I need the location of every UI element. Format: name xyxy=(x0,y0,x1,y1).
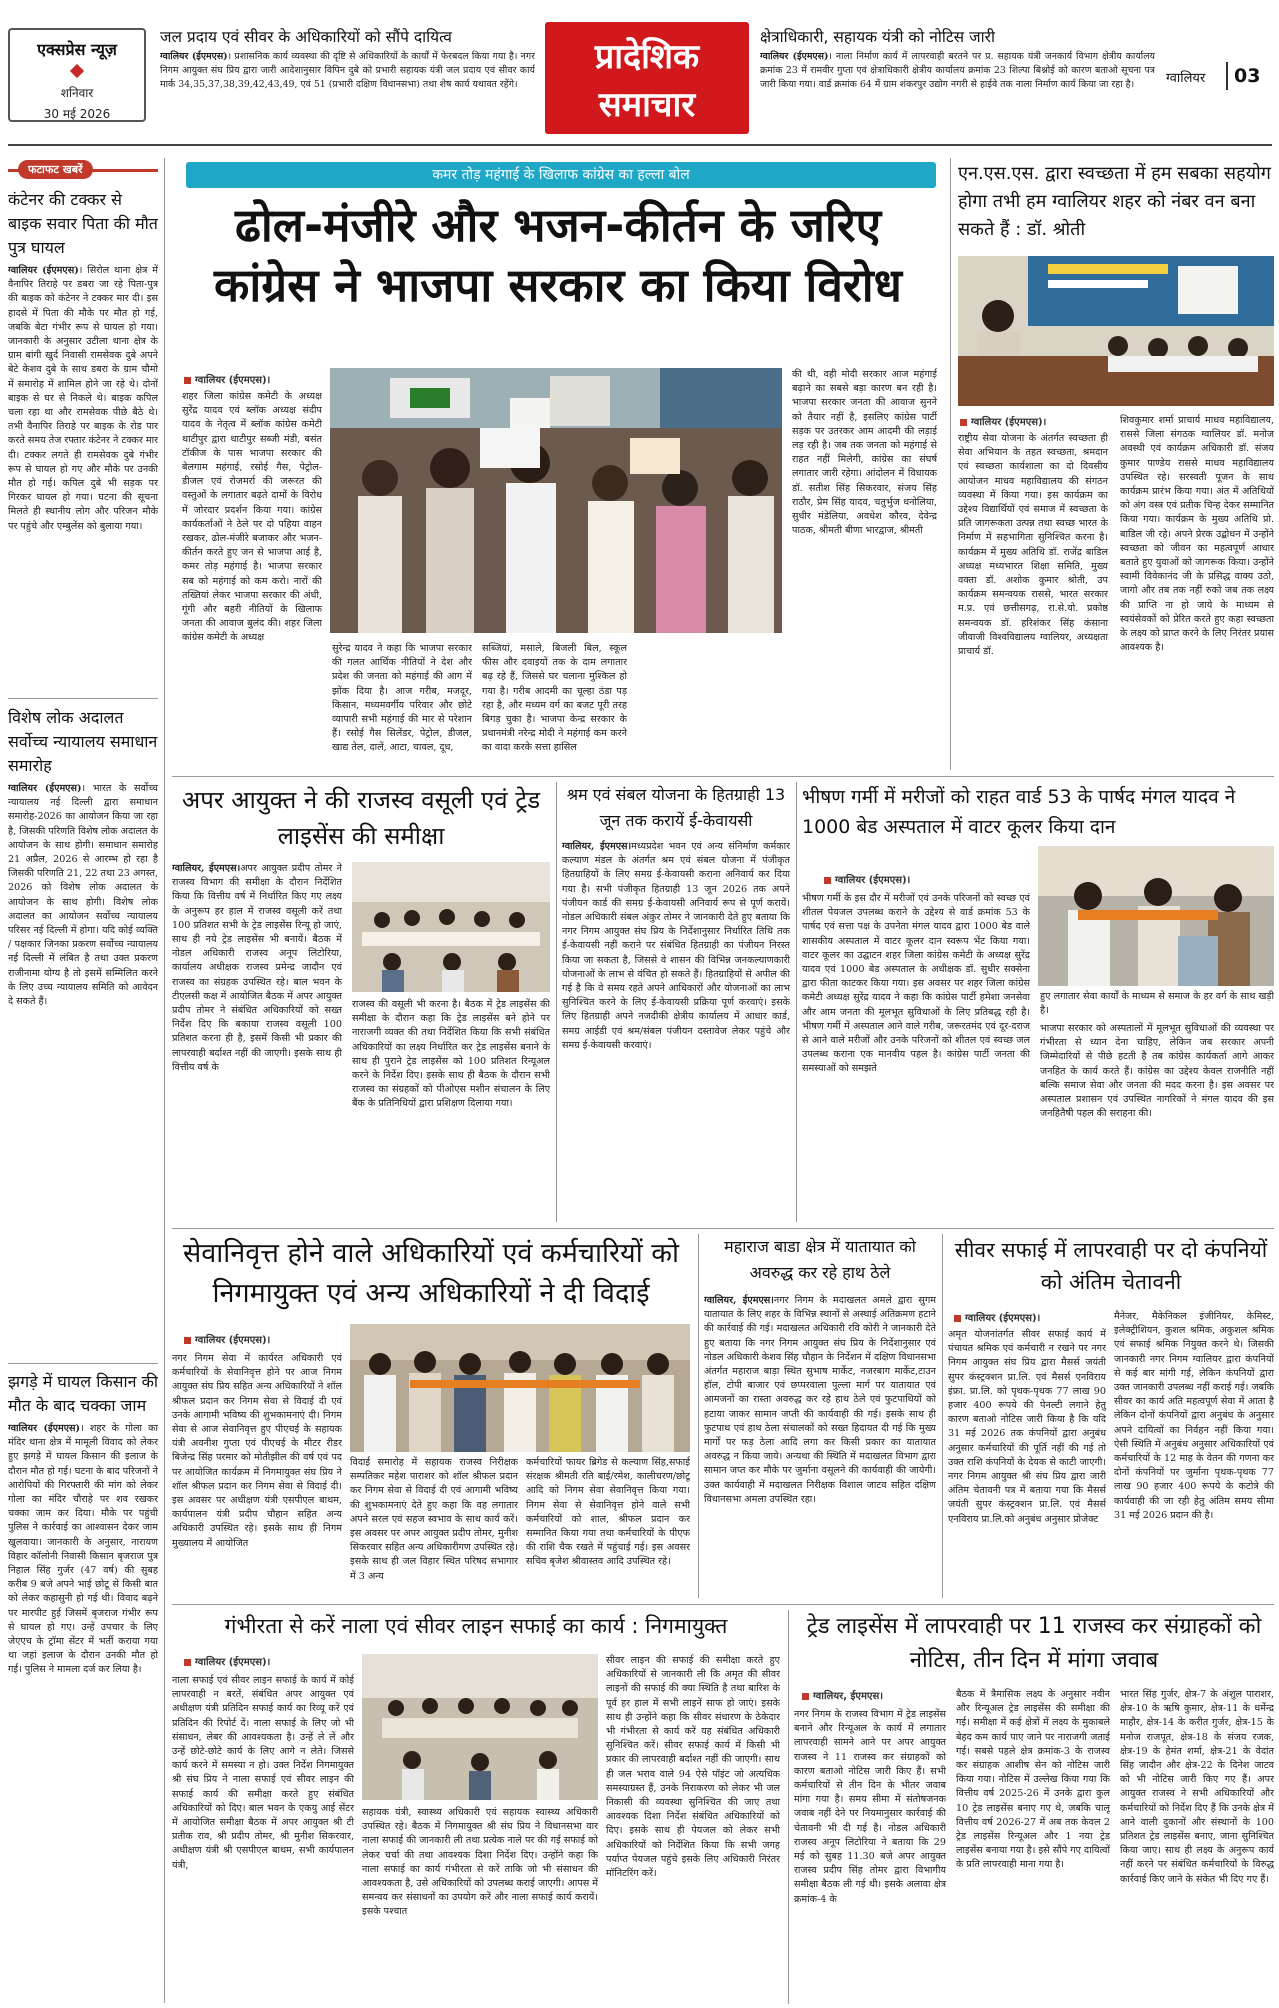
city-name: ग्वालियर xyxy=(1166,71,1206,86)
paper-badge xyxy=(8,28,146,122)
paper-name: एक्सप्रेस न्यूज़ xyxy=(37,40,117,59)
sewer-notice-story xyxy=(948,1234,1274,1598)
trade-notice-col-1: नगर निगम के राजस्व विभाग में ट्रेड लाइसेंस बनाने और रिन्यूअल के कार्य में लगातार लापरवाही सामने आने पर अपर आयुक्त राजस्व ने 11 राजस्व कर संग्राहकों को कारण बताओ नोटिस जारी किए हैं। सभी कर्मचारियों से तीन दिन के भीतर जवाब मांगा गया है। समय सीमा में संतोषजनक जवाब नहीं देने पर नियमानुसार कार्रवाई की चेतावनी भी दी गई है। नोडल अधिकारी राजस्व अनूप लिटोरिया ने बताया कि 29 मई को सुबह 11.30 बजे अपर आयुक्त राजस्व प्रदीप सिंह तोमर द्वारा विभागीय समीक्षा बैठक ली गई थी। इसके अलावा क्षेत्र क्रमांक-4 के xyxy=(794,1709,946,1905)
revenue-col-2: राजस्व की वसूली भी करना है। बैठक में ट्रेड लाइसेंस की समीक्षा के दौरान कहा कि ट्रेड लाइसेंस बने होने पर नाराजगी व्यक्त की तथा निर्देशित किया कि सभी संबंधित अधिकारियों का लक्ष्य निर्धारित कर ट्रेड लाइसेंस बनाने के साथ ही पुराने ट्रेड लाइसेंस को 100 प्रतिशत रिन्यूअल करने के निर्देश दिए। इसके साथ ही बैठक के दौरान सभी राजस्व का संग्रहकों को पीओएस मशीन संचालन के लिए बैंक के प्रतिनिधियों द्वारा प्रशिक्षण दिलाया गया। xyxy=(352,999,550,1110)
drain-meeting-photo xyxy=(362,1654,598,1800)
drain-story xyxy=(172,1610,780,2004)
revenue-meeting-photo xyxy=(352,862,550,992)
maharaj-story xyxy=(704,1234,936,1598)
maharaj-body: ग्वालियर, ईएमएस।नगर निगम के मदाखलत अमले द्वारा सुगम यातायात के लिए शहर के विभिन्न स्थानों से अस्थाई अतिक्रमण हटाने की कार्रवाई की गई। मदाखलत अधिकारी रवि कोरी ने जानकारी देते हुए बताया कि नगर निगम आयुक्त संघ प्रिय के निर्देशानुसार एवं नोडल अधिकारी केशव सिंह चौहान के निर्देशन में दक्षिण विधानसभा अंतर्गत महाराज बाड़ा स्थित सुभाष मार्केट, नजरबाग मार्केट,टाउन हॉल, टोपी बाजार एवं छप्परवाला पुल्ला मार्ग पर यातायात एवं आमजनों का रास्ता अवरुद्ध कर रहे हाथ ठेले एवं फुटपाथियों को हटाया जाकर सामान जप्ती की कार्यवाही की गई। इसके साथ ही फुटपाथ एवं हाथ ठेला संचालकों को सख्त हिदायत दी गई कि मुख्य मार्गों पर फड़ ठेला आदि लगा कर किसी प्रकार का यातायात अवरुद्ध न किया जाये। अन्यथा की स्थिति में मदाखलत विभाग द्वारा सामान जप्त कर मौके पर जुर्माना वसूलने की कार्यवाही की जायेगी। उक्त कार्यवाही में मदाखलत निरीक्षक विशाल जाटव सहित दक्षिण विधानसभा अमला उपस्थित रहा। xyxy=(704,1295,936,1505)
farewell-col-2: विदाई समारोह में सहायक राजस्व निरीक्षक सम्पतिकर महेश पाराशर को शॉल श्रीफल प्रदान कर निगम सेवा से विदाई दी एवं आगामी भविष्य की शुभकामनाएं देते हुए कहा कि वह लगातार अपने सरल एवं सहज स्वभाव के साथ कार्य करें। इस अवसर पर अपर आयुक्त प्रदीप तोमर, मुनीश सिकरवार सहित अन्य अधिकारीगण उपस्थित रहे। इसके साथ ही जल विहार स्थित परिषद सभागार में 3 अन्य xyxy=(350,1457,518,1582)
sidebar-story-1-body: ग्वालियर (ईएमएस)। सिरोल थाना क्षेत्र में वैनापिर तिराहे पर डबरा जा रहे पिता-पुत्र की बाइक को कंटेनर ने टक्कर मार दी। इस हादसे में पिता की मौके पर मौत हो गई, जबकि बेटा गंभीर रूप से घायल हो गया। जानकारी के अनुसार उटीला थाना क्षेत्र के ग्राम बांगी खुर्द निवासी रामसेवक दुबे अपने बेटे केशव दुबे के साथ डबरा के ग्राम चौमो में समारोह में शामिल होने जा रहे थे। दोनों बाइक से घर से निकले थे। बाइक कपिल चला रहा था और रामसेवक पीछे बैठे थे। तभी वैनापिर तिराहे पर बाइक के रोड पार करते समय तेज रफ्तार कंटेनर ने टक्कर मार दी। टक्कर लगते ही रामसेवक दुबे गंभीर रूप से घायल हो गए और मौके पर उनकी मौत हो गई। कपिल दुबे भी सड़क पर गिरकर घायल हो गया। घटना की सूचना मिलते ही स्थानीय लोग और परिजन मौके पर पहुंचे और एम्बुलेंस को बुलाया गया। xyxy=(8,265,158,532)
sewer-notice-col-2: मैनेजर, मैकेनिकल इंजीनियर, केमिस्ट, इलेक्ट्रीशियन, कुशल श्रमिक, अकुशल श्रमिक एवं सफाई श्रमिक नियुक्त करने थे। जिसकी जानकारी नगर निगम ग्वालियर द्वारा कंपनियों से कई बार मांगी गई, लेकिन कंपनियों द्वारा उक्त जानकारी उपलब्ध नहीं कराई गई। जबकि सीवर का कार्य अति महत्वपूर्ण सेवा में आता है लेकिन दोनों कंपनियों द्वारा अनुबंध के अनुसार अपने दायित्वों का निर्वहन नहीं किया गया। ऐसी स्थिति में अनुबंध अनुसार अधिकारियों एवं कर्मचारियों के 12 माह के वेतन की गणना कर दोनों कंपनियों पर जुर्माना पृथक-पृथक 77 लाख 90 हजार 400 रूपये के कटोत्रे की कार्यवाही की जा रही हेतु अंतिम समय सीमा 31 मई 2026 प्रदान की है। xyxy=(1114,1311,1274,1521)
lead-col-2: सुरेन्द्र यादव ने कहा कि भाजपा सरकार की गलत आर्थिक नीतियों ने देश और प्रदेश की जनता को महंगाई की आग में झोंक दिया है। आज गरीब, मजदूर, किसान, मध्यमवर्गीय परिवार और छोटे व्यापारी सभी महंगाई की मार से परेशान हैं। रसोई गैस सिलेंडर, पेट्रोल, डीजल, खाद्य तेल, दालें, आटा, चावल, दूध, xyxy=(332,643,472,754)
sidebar-story-2 xyxy=(8,706,158,1356)
protest-photo xyxy=(330,368,782,633)
lead-headline-1: ढोल-मंजीरे और भजन-कीर्तन के जरिए xyxy=(234,198,882,252)
cooler-caption: हुए लगातार सेवा कार्यों के माध्यम से समाज के हर वर्ग के साथ खड़ी है। xyxy=(1040,991,1274,1017)
row1-bottom-rule xyxy=(172,776,1274,777)
revenue-story xyxy=(172,782,550,1222)
trade-notice-headline: ट्रेड लाइसेंस में लापरवाही पर 11 राजस्व कर संग्राहकों को नोटिस, तीन दिन में मांगा जवाब xyxy=(806,1614,1262,1673)
lead-col-4: की थी, वही मोदी सरकार आज महंगाई बढ़ाने का सबसे बड़ा कारण बन रही है। भाजपा सरकार जनता की आवाज सुनने को तैयार नहीं है, इसलिए कांग्रेस पार्टी सड़क पर उतरकर आम आदमी की लड़ाई लड़ रही है। जब तक जनता को महंगाई से राहत नहीं मिलेगी, कांग्रेस का संघर्ष लगातार जारी रहेगा। आंदोलन में विधायक डॉ. सतीश सिंह सिकरवार, संजय सिंह राठौर, प्रेम सिंह यादव, चतुर्भुज धनोलिया, सुधीर मंडेलिया, अवधेश कौरव, देवेन्द्र पाठक, श्रीमती बीणा भारद्वाज, श्रीमती xyxy=(792,369,937,537)
masthead-left-headline: जल प्रदाय एवं सीवर के अधिकारियों को सौंपे दायित्व xyxy=(160,28,452,46)
sidebar-story-2-body: ग्वालियर (ईएमएस)। भारत के सर्वोच्च न्यायालय नई दिल्ली द्वारा समाधान समारोह-2026 का आयोजन किया जा रहा है, जिसकी परिणति विशेष लोक अदालत के आयोजन के साथ होगी। समाधान समारोह 21 अप्रैल, 2026 से आरम्भ हो रहा है जिसकी परिणति 21, 22 तथा 23 अगस्त, 2026 को विशेष लोक अदालत के आयोजन के साथ होगी। विशेष लोक अदालत का आयोजन सर्वोच्च न्यायालय परिसर नई दिल्ली में होगा। यदि कोई व्यक्ति / पक्षकार जिनका प्रकरण सर्वोच्च न्यायालय नई दिल्ली में लंबित है तथा उक्त प्रकरण राजीनामा योग्य है तो इसमें सम्मिलित करने के लिए उच्च न्यायालय समिति को आवेदन दे सकते हैं। xyxy=(8,783,158,1008)
sidebar-story-1 xyxy=(8,188,158,688)
masthead xyxy=(0,0,1279,146)
lead-right-rule xyxy=(950,158,951,770)
cooler-headline: भीषण गर्मी में मरीजों को राहत वार्ड 53 के पार्षद मंगल यादव ने 1000 बेड अस्पताल में वाटर कूलर किया दान xyxy=(802,786,1236,838)
sewer-notice-byline: ग्वालियर (ईएमएस)। xyxy=(954,1310,1104,1324)
farewell-headline: सेवानिवृत्त होने वाले अधिकारियों एवं कर्मचारियों को निगमायुक्त एवं अन्य अधिकारियों ने दी विदाई xyxy=(182,1238,680,1309)
byline-dot-icon xyxy=(184,1337,191,1344)
maharaj-headline: महाराज बाडा क्षेत्र में यातायात को अवरुद्ध कर रहे हाथ ठेले xyxy=(724,1237,916,1282)
trade-notice-story xyxy=(794,1610,1274,2004)
labour-body: ग्वालियर, ईएमएस।मध्यप्रदेश भवन एवं अन्य संनिर्माण कर्मकार कल्याण मंडल के अंतर्गत श्रम एवं संबल योजना में पंजीकृत हितग्राहियों के लिए समग्र ई-केवायसी कराना अनिवार्य कर दिया गया है। सभी पंजीकृत हितग्राही 13 जून 2026 तक अपने पंजीयन कार्ड की समग्र ई-केवायसी अनिवार्य रूप से पूर्ण करायें। नोडल अधिकारी संबल अंकुर तोमर ने जानकारी देते हुए बताया कि नगर निगम आयुक्त संघ प्रिय के निर्देशानुसार निर्धारित तिथि तक ई-केवायसी नहीं कराने पर संबंधित हितग्राही का पंजीयन निरस्त किया जा सकता है, जिससे वे शासन की विभिन्न जनकल्याणकारी योजनाओं के लाभ से वंचित हो सकते हैं। हितग्राहियों से अपील की गई है कि वे समय रहते अपने आधिकारों और योजनाओं का लाभ सुनिश्चित करने के लिए ई-केवायसी प्रक्रिया पूर्ण करवाएं। इसके लिए हितग्राही अपने नजदीकी क्षेत्रीय कार्यालय में आधार कार्ड, समग्र आईडी एवं श्रम/संबल पंजीयन दस्तावेज लेकर पहुंचे और समग्र ई-केवायसी करवाएं। xyxy=(562,841,790,1051)
farewell-col-1: नगर निगम सेवा में कार्यरत अधिकारी एवं कर्मचारियों के सेवानिवृत्त होने पर आज निगम आयुक्त संघ प्रिय सहित अन्य अधिकारियों ने शॉल श्रीफल प्रदान कर निगम सेवा से विदाई दी एवं उनके आगामी भविष्य की शुभकामनाएं दी। निगम सेवा से आज सेवानिवृत्त हुए पीएचई के सहायक यंत्री अवनीश गुप्ता एवं पीएचई के मीटर रीडर बिजेन्द्र सिंह परमार को मोतीझील की वर्ष एवं पद पर आयोजित कार्यक्रम में निगमायुक्त संघ प्रिय ने शॉल श्रीफल प्रदान कर निगम सेवा से विदाई दी। इस अवसर पर अधीक्षण यंत्री एसपीएल बाथम, कार्यपालन यंत्री प्रदीप चौहान सहित अन्य अधिकारी उपस्थित रहे। इसके साथ ही निगम मुख्यालय में आयोजित xyxy=(172,1353,342,1549)
nss-col-1: राष्ट्रीय सेवा योजना के अंतर्गत स्वच्छता ही सेवा अभियान के तहत स्वच्छता, श्रमदान एवं स्वच्छता कार्यशाला का दो दिवसीय आयोजन माधव महाविद्यालय की संगठन व्यवस्था में किया गया। इस कार्यक्रम का उद्देश्य विद्यार्थियों एवं समाज में स्वच्छता के प्रति जागरूकता उत्पन्न तथा स्वच्छ भारत के निर्माण में सहभागिता सुनिश्चित करना है। कार्यक्रम में मुख्य अतिथि डॉ. राजेंद्र बाडिल अध्यक्ष मध्यभारत शिक्षा समिति, मुख्य वक्ता डॉ. अशोक कुमार श्रोती, उप कार्यक्रम समन्वयक राससे, भारत सरकार म.प्र. एवं छत्तीसगढ़, रा.से.यो. प्रकोष्ठ समन्वयक डॉ. हरिशंकर सिंह कंसाना जीवाजी विश्वविद्यालय ग्वालियर, अध्यक्षता प्राचार्य डॉ. xyxy=(958,433,1108,658)
labour-headline: श्रम एवं संबल योजना के हितग्राही 13 जून तक करायें ई-केवायसी xyxy=(566,785,786,830)
lead-col-1: शहर जिला कांग्रेस कमेटी के अध्यक्ष सुरेंद्र यादव एवं ब्लॉक अध्यक्ष संदीप यादव के नेतृत्व में ब्लॉक कांग्रेस कमेटी थाटीपुर द्वारा थाटीपुर सब्जी मंडी, बसंत टॉकीज के पास भाजपा सरकार की बेलगाम महंगाई, रसोई गैस, पेट्रोल-डीजल एवं रोजमर्रा की जरूरत की वस्तुओं के लगातार बढ़ते दामों के विरोध में जोरदार प्रदर्शन किया गया। कांग्रेस कार्यकर्ताओं ने ठेले पर दो पहिया वाहन रखकर, ढोल-मंजीरे बजाकर और भजन-कीर्तन करते हुए जन से भाजपा आई है, कमर तोड़ महंगाई है। भाजपा सरकार सब को महंगाई को कम करो। नारों की तख्तियां लेकर भाजपा सरकार की अंधी, गूंगी और बहरी नीतियों के खिलाफ जनता की आवाज बुलंद की। शहर जिला कांग्रेस कमेटी के अध्यक्ष xyxy=(182,391,322,644)
nss-headline: एन.एस.एस. द्वारा स्वच्छता में हम सबका सहयोग होगा तभी हम ग्वालियर शहर को नंबर वन बना सकते हैं : डॉ. श्रोती xyxy=(958,163,1271,240)
cooler-photo xyxy=(1038,846,1274,986)
lead-col-3: सब्जियां, मसाले, बिजली बिल, स्कूल फीस और दवाइयों तक के दाम लगातार बढ़ रहे हैं, जिससे घर चलाना मुश्किल हो गया है। गरीब आदमी का चूल्हा ठंडा पड़ रहा है, और मध्यम वर्ग का बजट पूरी तरह बिगड़ चुका है। भाजपा केन्द्र सरकार के प्रधानमंत्री नरेन्द्र मोदी ने महंगाई कम करने का वादा करके सत्ता हासिल xyxy=(482,643,627,754)
byline-dot-icon xyxy=(184,1659,191,1666)
row3-bottom-rule xyxy=(172,1604,1274,1605)
sidebar-story-1-headline: कंटेनर की टक्कर से बाइक सवार पिता की मौत पुत्र घायल xyxy=(8,190,158,257)
sidebar-story-2-headline: विशेष लोक अदालत सर्वोच्च न्यायालय समाधान समारोह xyxy=(8,708,158,775)
section-title-line1: प्रादेशिक xyxy=(594,37,700,77)
cooler-col-2: भाजपा सरकार को अस्पतालों में मूलभूत सुविधाओं की व्यवस्था पर गंभीरता से ध्यान देना चाहिए, लेकिन जब सरकार अपनी जिम्मेदारियों से पीछे हटती है तब कांग्रेस कार्यकर्ता आगे आकर जनहित के कार्य करते हैं। कांग्रेस का उद्देश्य केवल राजनीति नहीं बल्कि समाज सेवा और जनता की मदद करना है। इस अवसर पर अस्पताल प्रशासन एवं उपस्थित नागरिकों ने मंगल यादव की इस जनहितैषी पहल की सराहना की। xyxy=(1040,1023,1274,1120)
section-title-block xyxy=(545,22,749,134)
paper-diamond-icon xyxy=(70,64,84,78)
sewer-notice-col-1: अमृत योजनांतर्गत सीवर सफाई कार्य में पंचायत श्रमिक एवं कर्मचारी न रखने पर नगर निगम आयुक्त संघ प्रिय द्वारा मैसर्स जयंती सुपर कंस्ट्रक्शन प्रा.लि. एवं मैसर्स एनविराय इंफ्रा. प्रा.लि. को पृथक-पृथक 77 लाख 90 हजार 400 रूपये की पेनल्टी लगाने हेतु कारण बताओ नोटिस जारी किया है कि यदि 31 मई 2026 तक कंपनियों द्वारा अनुबंध अनुसार कर्मचारियों की पूर्ति नहीं की गई तो उक्त राशि कंपनियों के देयक से काटी जाएगी। नगर निगम आयुक्त श्री संघ प्रिय द्वारा जारी अंतिम चेतावनी पत्र में बताया गया कि मैसर्स जयंती सुपर कंस्ट्रक्शन प्रा.लि. एवं मैसर्स एनविराय प्रा.लि.को अनुबंध अनुसार प्रोजेक्ट xyxy=(948,1329,1106,1525)
trade-notice-col-3: भारत सिंह गुर्जर, क्षेत्र-7 के अंशुल पाराशर, क्षेत्र-10 के ऋषि कुमार, क्षेत्र-11 के धर्मेन्द्र माहौर, क्षेत्र-14 के करीत गुर्जर, क्षेत्र-15 के मनोज राजपूत, क्षेत्र-18 के संजय रजक, क्षेत्र-19 के हेमंत शर्मा, क्षेत्र-21 के वेदांत सिंह जादौन और क्षेत्र-22 के दिनेश जाटव को भी नोटिस जारी किए गए हैं। अपर आयुक्त राजस्व ने सभी अधिकारियों और कर्मचारियों को निर्देश दिए हैं कि उनके क्षेत्र में आने वाली दुकानों और संस्थानों के 100 प्रतिशत ट्रेड लाइसेंस बनाए, जाना सुनिश्चित किया जाए। साथ ही लक्ष्य के अनुरूप कार्य नहीं करने पर संबंधित कर्मचारियों के विरुद्ध कार्रवाई किए जाने के संकेत भी दिए गए हैं। xyxy=(1120,1689,1274,1885)
sidebar-divider-2 xyxy=(8,1363,158,1364)
lead-story xyxy=(172,158,944,770)
lead-kicker xyxy=(186,162,936,188)
page-number: 03 xyxy=(1234,65,1261,87)
byline-dot-icon xyxy=(954,1315,961,1322)
section-title-line2: समाचार xyxy=(598,85,696,125)
revenue-col-1: ग्वालियर, ईएमएस।अपर आयुक्त प्रदीप तोमर ने राजस्व विभाग की समीक्षा के दौरान निर्देशित किया कि वित्तीय वर्ष में निर्धारित किए गए लक्ष्य के अनुरूप हर हाल में राजस्व वसूली करें तथा 100 प्रतिशत सभी के ट्रेड लाइसेंस रिन्यू हो जाएं, साथ ही नये ट्रेड लाइसेंस भी बनायें। बैठक में नोडल अधिकारी राजस्व अनूप लिटोरिया, कार्यालय अधीक्षक राजस्व प्रमेन्द्र जादौन एवं राजस्व का संग्रहक उपस्थित रहे। बाल भवन के टीएलसी कक्ष में आयोजित बैठक में अपर आयुक्त प्रदीप तोमर ने संबंधित अधिकारियों को सख्त निर्देश दिए कि बकाया राजस्व वसूली 100 प्रतिशत करना ही है, इसमें किसी भी प्रकार की लापरवाही बर्दाश्त नहीं की जाएगी। इसके साथ ही वित्तीय वर्ष के xyxy=(172,863,342,1073)
sidebar-divider-1 xyxy=(8,698,158,699)
masthead-right-headline: क्षेत्राधिकारी, सहायक यंत्री को नोटिस जारी xyxy=(760,28,995,46)
drain-right-rule xyxy=(788,1610,789,2004)
sidebar-story-3 xyxy=(8,1370,158,2000)
page-divider xyxy=(1226,62,1228,90)
lead-headline-2: कांग्रेस ने भाजपा सरकार का किया विरोध xyxy=(214,258,902,312)
masthead-left-body: ग्वालियर (ईएमएस)। प्रशासनिक कार्य व्यवस्था की दृष्टि से अधिकारियों के कार्यों में फेरबदल किया गया है। नगर निगम आयुक्त संघ प्रिय द्वारा जारी आदेशानुसार विपिन दुबे को प्रभारी सहायक यंत्री जल प्रदाय एवं सीवर कार्य मार्क 34,35,37,38,39,42,43,49, एवं 51 (प्रभारी दक्षिण विधानसभा) तथा शेष कार्य यथावत रहेंगे। xyxy=(160,51,535,91)
drain-col-2: सहायक यंत्री, स्वास्थ्य अधिकारी एवं सहायक स्वास्थ्य अधिकारी उपस्थित रहे। बैठक में निगमायुक्त श्री संघ प्रिय ने विधानसभा वार नाला सफाई की जानकारी ली तथा प्रत्येक नाले पर की गई सफाई को लेकर चर्चा की तथा आवश्यक दिशा निर्देश दिए। उन्होंने कहा कि नाला सफाई का कार्य गंभीरता से करें ताकि जो भी संसाधन की आवश्यकता है, उसे अधिकारियों को उपलब्ध कराई जाएगी। आपस में समन्वय कर संसाधनों का उपयोग करें और नाला सफाई कार्य करायें। इसके पश्चात xyxy=(362,1807,598,1918)
trade-notice-byline: ग्वालियर, ईएमएस। xyxy=(802,1688,952,1702)
labour-story xyxy=(562,782,790,1222)
sidebar-story-3-headline: झगड़े में घायल किसान की मौत के बाद चक्का जाम xyxy=(8,1372,158,1415)
nss-col-2: शिवकुमार शर्मा प्राचार्य माधव महाविद्यालय, राससे जिला संगठक ग्वालियर डॉ. मनोज अवस्थी एवं कार्यक्रम अधिकारी डॉ. संजय कुमार पाण्डेय राससे माधव महाविद्यालय उपस्थित रहे। सरस्वती पूजन के साथ कार्यक्रम प्रारंभ किया गया। अंत में अतिथियों को अंग वस्त्र एवं प्रतीक चिन्ह देकर सम्मानित किया गया। कार्यक्रम के मुख्य अतिथि प्रो. बाडिल जी रहे। अपने प्रेरक उद्बोधन में उन्होंने स्वच्छता को जीवन का महत्वपूर्ण आधार बताते हुए युवाओं को जागरूक किया। उन्होंने स्वामी विवेकानंद जी के प्रसिद्ध वाक्य उठो, जागो और तब तक नहीं रुको जब तक लक्ष्य की प्राप्ति ना हो जाये के माध्यम से स्वयंसेवकों को प्रेरित करते हुए कहा स्वच्छता के लक्ष्य को प्राप्त करने के लिए निरंतर प्रयास आवश्यक है। xyxy=(1120,415,1274,654)
cooler-story xyxy=(802,782,1274,1222)
masthead-bottom-rule xyxy=(8,144,1272,146)
farewell-right-rule xyxy=(698,1234,699,1598)
lead-kicker-text: कमर तोड़ महंगाई के खिलाफ कांग्रेस का हल्ला बोल xyxy=(432,167,690,183)
sidebar-label-text: फटाफट खबरें xyxy=(18,160,93,179)
masthead-right-body: ग्वालियर (ईएमएस)। नाला निर्माण कार्य में लापरवाही बरतने पर प्र. सहायक यंत्री जनकार्य विभाग क्षेत्रीय कार्यालय क्रमांक 23 में रामवीर गुप्ता एवं क्षेत्राधिकारी क्षेत्रीय कार्यालय क्रमांक 23 शिल्पा बिश्नोई को कारण बताओ सूचना पत्र जारी किया गया। वार्ड क्रमांक 64 में ग्राम शंकरपुर उद्योग नगरी से हाईवे तक नाला निर्माण कार्य किया जा रहा है। xyxy=(760,51,1155,91)
byline-dot-icon xyxy=(960,419,967,426)
revenue-right-rule xyxy=(556,782,557,1222)
masthead-left-story xyxy=(160,28,535,128)
drain-headline: गंभीरता से करें नाला एवं सीवर लाइन सफाई का कार्य : निगमायुक्त xyxy=(224,1614,728,1638)
byline-dot-icon xyxy=(824,877,831,884)
city-page-box xyxy=(1166,60,1274,92)
sidebar-story-3-body: ग्वालियर (ईएमएस)। शहर के गोला का मंदिर थाना क्षेत्र में मामूली विवाद को लेकर हुए झगड़े में घायल किसान की इलाज के दौरान मौत हो गई। घटना के बाद परिजनों ने आरोपियों की गिरफ्तारी की मांग को लेकर गोला का मंदिर चौराहे पर शव रखकर चक्का जाम कर दिया। मौके पर पहुंची पुलिस ने कार्रवाई का आश्वासन देकर जाम खुलवाया। जानकारी के अनुसार, नारायण विहार कॉलोनी निवासी किसान बृजराज पुत्र निहाल सिंह गुर्जर (47 वर्ष) की सुबह करीब 9 बजे अपने भाई छोटू से किसी बात को लेकर कहासुनी हो गई थी। विवाद बढ़ने पर मारपीट हुई जिसमें बृजराज गंभीर रूप से घायल हो गए। उन्हें उपचार के लिए जेएएच के ट्रॉमा सेंटर में भर्ती कराया गया था जहां इलाज के दौरान उनकी मौत हो गई। पुलिस ने मामला दर्ज कर लिया है। xyxy=(8,1423,158,1676)
sidebar-vertical-rule xyxy=(164,158,165,2003)
labour-right-rule xyxy=(796,782,797,1222)
farewell-photo xyxy=(350,1324,690,1452)
drain-col-3: सीवर लाइन की सफाई की समीक्षा करते हुए अधिकारियों से जानकारी ली कि अमृत की सीवर लाइनों की सफाई की क्या स्थिति है तथा बारिश के पूर्व हर हाल में सभी लाइनें साफ हो जाएं। इसके साथ ही उन्होंने कहा कि सीवर संधारण के ठेकेदार भी गंभीरता से कार्य करें यह संबंधित अधिकारी सुनिश्चित करें। सीवर सफाई कार्य में किसी भी प्रकार की लापरवाही बर्दाश्त नहीं की जाएगी। साथ ही जल भराव वाले 94 ऐसे पॉइंट जो अत्यधिक समस्याग्रस्त हैं, उनके निराकरण को लेकर भी जल निकासी की व्यवस्था सुनिश्चित की जाए तथा आवश्यक दिशा निर्देश संबंधित अधिकारियों को दिए। इसके साथ ही पेयजल को लेकर सभी अधिकारियों को निर्देशित किया कि सभी जगह पर्याप्त पेयजल पहुंचे इसके लिए अधिकारी निरंतर मॉनिटरिंग करें। xyxy=(606,1655,780,1880)
masthead-right-story xyxy=(760,28,1155,128)
farewell-col-3: कर्मचारियों फायर ब्रिगेड से कल्याण सिंह,सफाई संरक्षक श्रीमती रति बाई/रमेश, कालीचरण/छोटू आदि को निगम सेवा सेवानिवृत्त किया गया। निगम सेवा से सेवानिवृत्त होने वाले सभी कर्मचारियों को शाल, श्रीफल प्रदान कर सम्मानित किया गया तथा कर्मचारियों के पीएफ की राशि चैक रखते में पहुंचाई गई। इस अवसर सचिव बृजेश श्रीवास्तव आदि उपस्थित रहे। xyxy=(526,1457,690,1568)
nss-event-photo xyxy=(958,256,1274,406)
cooler-byline: ग्वालियर (ईएमएस)। xyxy=(824,872,974,886)
drain-byline: ग्वालियर (ईएमएस)। xyxy=(184,1654,334,1668)
lead-byline: ग्वालियर (ईएमएस)। xyxy=(184,372,314,386)
byline-dot-icon xyxy=(184,377,191,384)
lead-col-4-a xyxy=(637,642,782,762)
sewer-notice-headline: सीवर सफाई में लापरवाही पर दो कंपनियों को अंतिम चेतावनी xyxy=(954,1238,1268,1294)
trade-notice-col-2: बैठक में त्रैमासिक लक्ष्य के अनुसार नवीन और रिन्यूअल ट्रेड लाइसेंस की समीक्षा की गई। समीक्षा में कई क्षेत्रों में लक्ष्य के मुकाबले बेहद कम कार्य पाए जाने पर नाराजगी जताई गई। सबसे पहले क्षेत्र क्रमांक-3 के राजस्व कर संग्राहक आशीष सेन को नोटिस जारी किया गया। नोटिस में उल्लेख किया गया कि वित्तीय वर्ष 2025-26 में उनके द्वारा कुल 10 ट्रेड लाइसेंस बनाए गए थे, जबकि चालू वित्तीय वर्ष 2026-27 में अब तक केवल 2 ट्रेड लाइसेंस रिन्यूअल और 1 नया ट्रेड लाइसेंस बनाया गया है। इसे सौंपे गए दायित्वों के प्रति लापरवाही माना गया है। xyxy=(956,1689,1110,1871)
row2-bottom-rule xyxy=(172,1228,1274,1229)
byline-dot-icon xyxy=(802,1693,809,1700)
farewell-byline: ग्वालियर (ईएमएस)। xyxy=(184,1332,334,1346)
revenue-headline: अपर आयुक्त ने की राजस्व वसूली एवं ट्रेड लाइसेंस की समीक्षा xyxy=(181,786,541,850)
farewell-story xyxy=(172,1234,690,1598)
issue-date: 30 मई 2026 xyxy=(43,107,111,121)
sidebar-label xyxy=(8,158,158,182)
maharaj-right-rule xyxy=(942,1234,943,1598)
issue-day: शनिवार xyxy=(60,86,94,100)
nss-byline: ग्वालियर (ईएमएस)। xyxy=(960,414,1110,428)
sidebar xyxy=(8,158,158,2003)
cooler-col-1: भीषण गर्मी के इस दौर में मरीजों एवं उनके परिजनों को स्वच्छ एवं शीतल पेयजल उपलब्ध कराने के उद्देश्य से वार्ड क्रमांक 53 के पार्षद एवं सत्ता पक्ष के उपनेता मंगल यादव द्वारा 1000 बेड वाले शासकीय अस्पताल में वाटर कूलर दान स्वरूप भेंट किया गया। वाटर कूलर का उद्घाटन शहर जिला कांग्रेस कमेटी के अध्यक्ष सुरेंद्र यादव एवं 1000 बेड अस्पताल के अधीक्षक डॉ. सुधीर सक्सेना द्वारा फीता काटकर किया गया। इस अवसर पर शहर जिला कांग्रेस कमेटी अध्यक्ष सुरेंद्र यादव ने कहा कि कांग्रेस पार्टी हमेशा जनसेवा और आम जनता की मूलभूत सुविधाओं के लिए प्रतिबद्ध रही है। भीषण गर्मी में अस्पताल आने वाले गरीब, जरूरतमंद एवं दूर-दराज से आने वाले मरीजों और उनके परिजनों को शीतल एवं स्वच्छ जल उपलब्ध कराना एक मानवीय पहल है। कांग्रेस पार्टी जनता की समस्याओं को समझते xyxy=(802,893,1030,1075)
nss-story xyxy=(958,160,1274,770)
drain-col-1: नाला सफाई एवं सीवर लाइन सफाई के कार्य में कोई लापरवाही न बरतें, संबंधित अपर आयुक्त एवं अधीक्षण यंत्री प्रतिदिन सफाई कार्य का रिव्यू करें एवं प्रतिदिन की रिपोर्ट दें। नाला सफाई के लिए जो भी संसाधन, लेबर की आवश्यकता है। उन्हें ले लें और उन्हें छोटे-छोटे कार्य के लिए आगे न लेते। जिससे कार्य करने में समस्या न हो। उक्त निर्देश निगमायुक्त श्री संघ प्रिय ने नाला सफाई एवं सीवर लाइन की सफाई कार्य की समीक्षा करते हुए संबंधित अधिकारियों को दिए। बाल भवन के एकयु आई सेंटर में आयोजित समीक्षा बैठक में अपर आयुक्त श्री टी प्रतीक राव, श्री प्रदीप तोमर, श्री मुनीश सिकरवार, अधीक्षण यंत्री श्री एसपीएल बाथम, सभी कार्यपालन यंत्री, xyxy=(172,1675,354,1871)
